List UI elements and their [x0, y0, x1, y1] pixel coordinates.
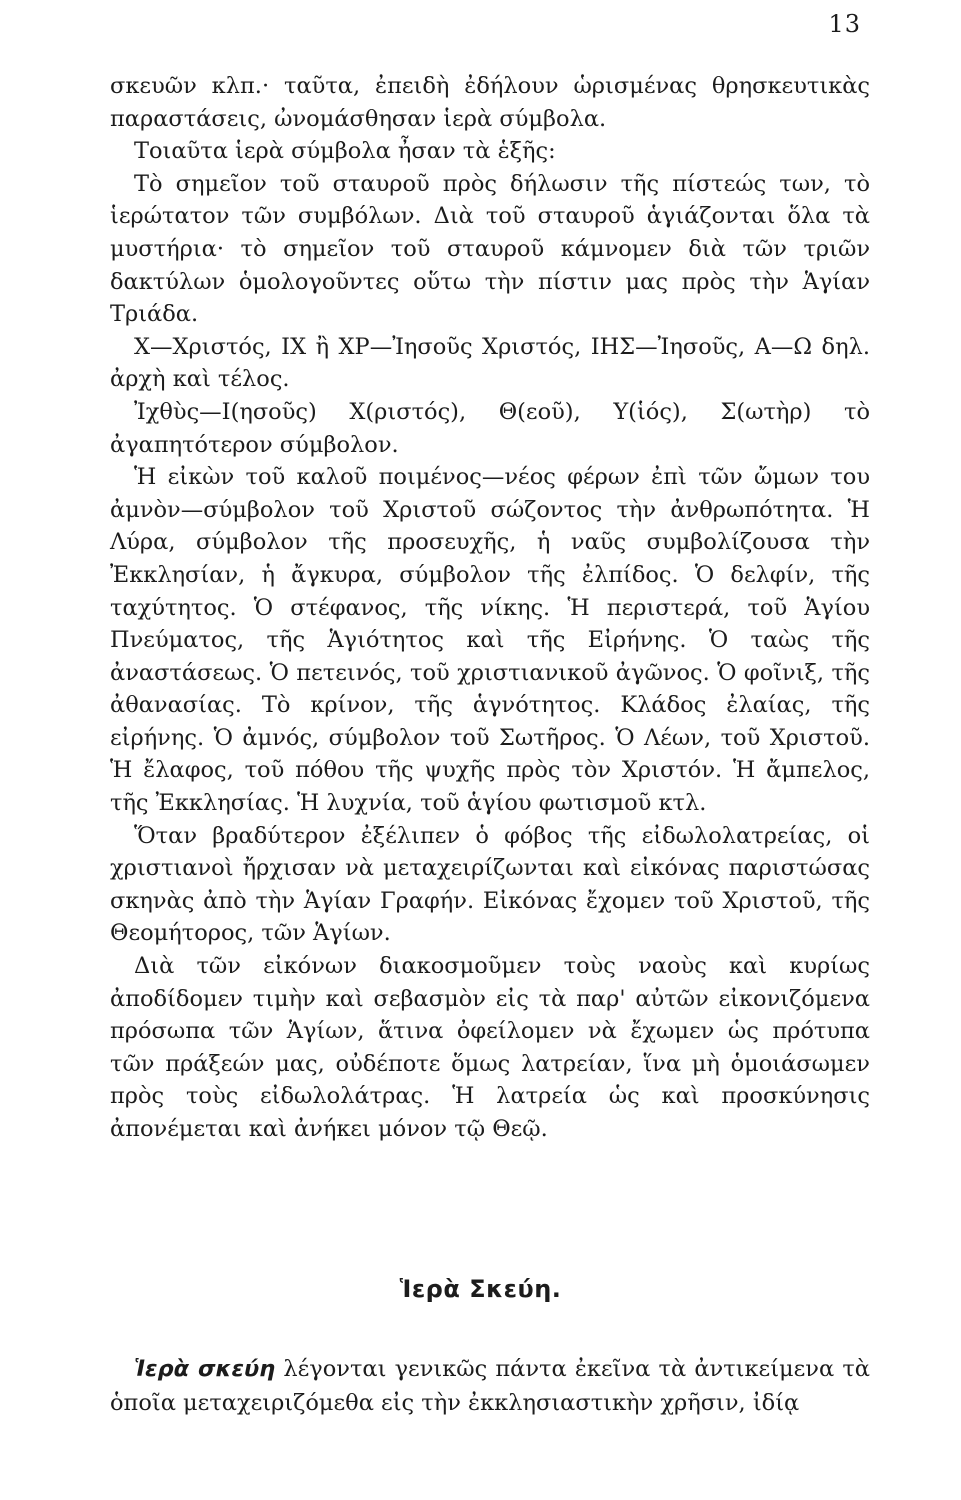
- paragraph-7: Ὅταν βραδύτερον ἐξέλιπεν ὁ φόβος τῆς εἰδωλολατρείας, οἱ χριστιανοὶ ἤρχισαν νὰ μεταχειρίζωνται καὶ εἰκόνας παριστώσας σκηνὰς ἀπὸ τὴν Ἁγίαν Γραφήν. Εἰκόνας ἔχομεν τοῦ Χριστοῦ, τῆς Θεομήτορος, τῶν Ἁγίων.: [110, 822, 870, 947]
- section-term: Ἱερὰ σκεύη: [134, 1356, 276, 1382]
- section-text: [110, 1352, 870, 1420]
- paragraph-1: σκευῶν κλπ.· ταῦτα, ἐπειδὴ ἐδήλουν ὡρισμένας θρησκευτικὰς παραστάσεις, ὠνομάσθησαν ἱερὰ σύμβολα.: [110, 73, 870, 132]
- body-text: [110, 70, 870, 1146]
- paragraph-4: Χ—Χριστός, ΙΧ ἢ ΧΡ—Ἰησοῦς Χριστός, ΙΗΣ—Ἰησοῦς, Α—Ω δηλ. ἀρχὴ καὶ τέλος.: [110, 333, 870, 393]
- section-paragraph: [110, 1352, 870, 1420]
- section-heading: Ἱερὰ Σκεύη.: [399, 1275, 562, 1303]
- paragraph-6: Ἡ εἰκὼν τοῦ καλοῦ ποιμένος—νέος φέρων ἐπὶ τῶν ὤμων του ἀμνὸν—σύμβολον τοῦ Χριστοῦ σώζοντος τὴν ἀνθρωπότητα. Ἡ Λύρα, σύμβολον τῆς προσευχῆς, ἡ ναῦς συμβολίζουσα τὴν Ἐκκλησίαν, ἡ ἄγκυρα, σύμβολον τῆς ἐλπίδος. Ὁ δελφίν, τῆς ταχύτητος. Ὁ στέφανος, τῆς νίκης. Ἡ περιστερά, τοῦ Ἁγίου Πνεύματος, τῆς Ἁγιότητος καὶ τῆς Εἰρήνης. Ὁ ταὼς τῆς ἀναστάσεως. Ὁ πετεινός, τοῦ χριστιανικοῦ ἀγῶνος. Ὁ φοῖνιξ, τῆς ἀθανασίας. Τὸ κρίνον, τῆς ἁγνότητος. Κλάδος ἐλαίας, τῆς εἰρήνης. Ὁ ἀμνός, σύμβολον τοῦ Σωτῆρος. Ὁ Λέων, τοῦ Χριστοῦ. Ἡ ἔλαφος, τοῦ πόθου τῆς ψυχῆς πρὸς τὸν Χριστόν. Ἡ ἄμπελος, τῆς Ἐκκλησίας. Ἡ λυχνία, τοῦ ἁγίου φωτισμοῦ κτλ.: [110, 464, 870, 817]
- paragraph-2: Τοιαῦτα ἱερὰ σύμβολα ἦσαν τὰ ἑξῆς:: [134, 138, 556, 165]
- section-paragraph-text: λέγονται γενικῶς πάντα ἐκεῖνα τὰ ἀντικείμενα τὰ ὁποῖα μεταχειριζόμεθα εἰς τὴν ἐκκλησιαστικὴν χρῆσιν, ἰδίᾳ: [110, 1356, 870, 1416]
- paragraph-5: Ἰχθὺς—Ι(ησοῦς) Χ(ριστός), Θ(εοῦ), Υ(ἱός), Σ(ωτὴρ) τὸ ἀγαπητότερον σύμβολον.: [110, 398, 870, 458]
- page-number: 13: [828, 10, 861, 38]
- paragraph-8: Διὰ τῶν εἰκόνων διακοσμοῦμεν τοὺς ναοὺς καὶ κυρίως ἀποδίδομεν τιμὴν καὶ σεβασμὸν εἰς τὰ παρ' αὐτῶν εἰκονιζόμενα πρόσωπα τῶν Ἁγίων, ἅτινα ὀφείλομεν νὰ ἔχωμεν ὡς πρότυπα τῶν πράξεών μας, οὐδέποτε ὅμως λατρείαν, ἵνα μὴ ὁμοιάσωμεν πρὸς τοὺς εἰδωλολάτρας. Ἡ λατρεία ὡς καὶ προσκύνησις ἀπονέμεται καὶ ἀνήκει μόνον τῷ Θεῷ.: [110, 953, 870, 1142]
- paragraph-3: Τὸ σημεῖον τοῦ σταυροῦ πρὸς δήλωσιν τῆς πίστεώς των, τὸ ἱερώτατον τῶν συμβόλων. Διὰ τοῦ σταυροῦ ἁγιάζονται ὅλα τὰ μυστήρια· τὸ σημεῖον τοῦ σταυροῦ κάμνομεν διὰ τῶν τριῶν δακτύλων ὁμολογοῦντες οὕτω τὴν πίστιν μας πρὸς τὴν Ἁγίαν Τριάδα.: [110, 170, 870, 328]
